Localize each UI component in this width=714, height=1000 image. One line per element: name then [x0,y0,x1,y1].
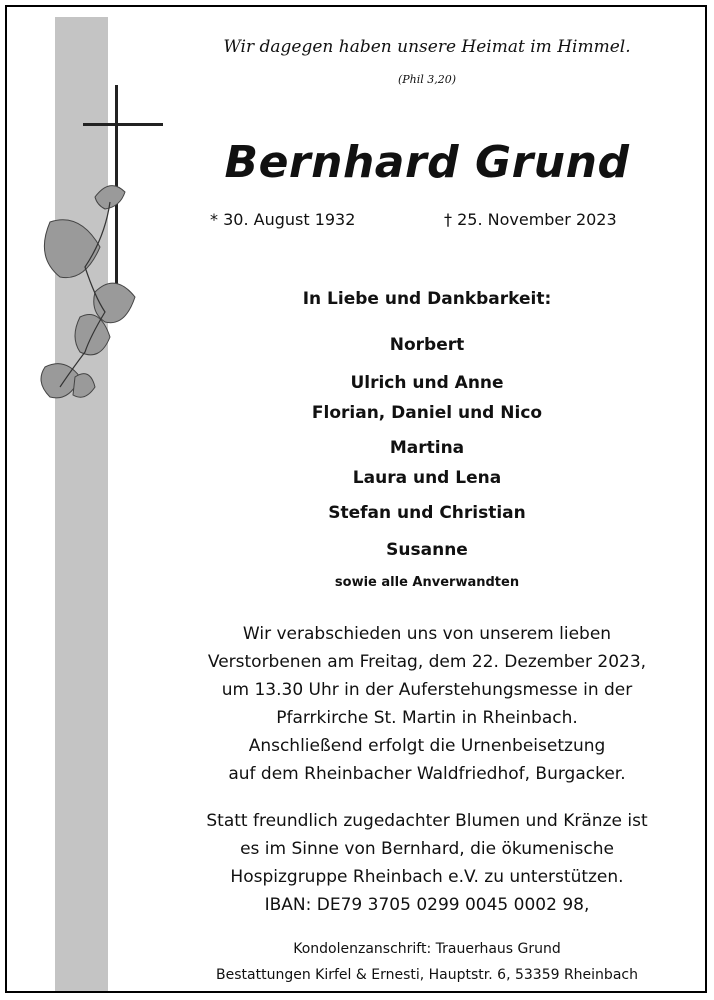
birth-date: * 30. August 1932 [210,210,356,229]
condolence-address [147,936,707,988]
other-relatives: sowie alle Anverwandten [334,575,520,590]
mourner-line: Martina [389,438,465,458]
service-line: Verstorbenen am Freitag, dem 22. Dezember 2023, [207,652,647,672]
bible-reference: (Phil 3,20) [397,73,457,86]
mourner-group [147,330,707,360]
condolence-line: Bestattungen Kirfel & Ernesti, Hauptstr. 6, 53359 Rheinbach [216,967,638,983]
mourner-line: Susanne [386,540,468,560]
decorative-gray-strip [55,17,108,993]
cross-icon-bar [83,123,163,126]
service-announcement [147,620,707,788]
service-line: Pfarrkirche St. Martin in Rheinbach. [276,708,578,728]
donation-line: es im Sinne von Bernhard, die ökumenische [240,839,614,859]
mourner-line: Laura und Lena [352,468,502,488]
mourner-line: Norbert [389,335,465,355]
obituary-notice [5,5,707,993]
donation-line: IBAN: DE79 3705 0299 0045 0002 98, [264,895,590,915]
ivy-leaves-icon [25,177,145,417]
condolence-line: Kondolenzanschrift: Trauerhaus Grund [293,941,561,957]
mourner-line: Stefan und Christian [328,503,526,523]
mourner-group [147,498,707,528]
donation-line: Statt freundlich zugedachter Blumen und Kränze ist [206,811,648,831]
mourner-line: Florian, Daniel und Nico [311,403,543,423]
mourner-group [147,535,707,565]
donation-line: Hospizgruppe Rheinbach e.V. zu unterstützen. [230,867,624,887]
deceased-name: Bernhard Grund [224,137,630,188]
mourner-line: Ulrich und Anne [350,373,504,393]
death-date: † 25. November 2023 [444,210,617,229]
bible-quote: Wir dagegen haben unsere Heimat im Himmel. [223,37,631,57]
service-line: Anschließend erfolgt die Urnenbeisetzung [248,736,606,756]
mourners-heading: In Liebe und Dankbarkeit: [302,289,552,309]
mourner-group [147,368,707,428]
donation-request [147,807,707,919]
mourner-group [147,433,707,493]
service-line: auf dem Rheinbacher Waldfriedhof, Burgacker. [228,764,626,784]
service-line: um 13.30 Uhr in der Auferstehungsmesse in der [221,680,633,700]
service-line: Wir verabschieden uns von unserem lieben [242,624,612,644]
